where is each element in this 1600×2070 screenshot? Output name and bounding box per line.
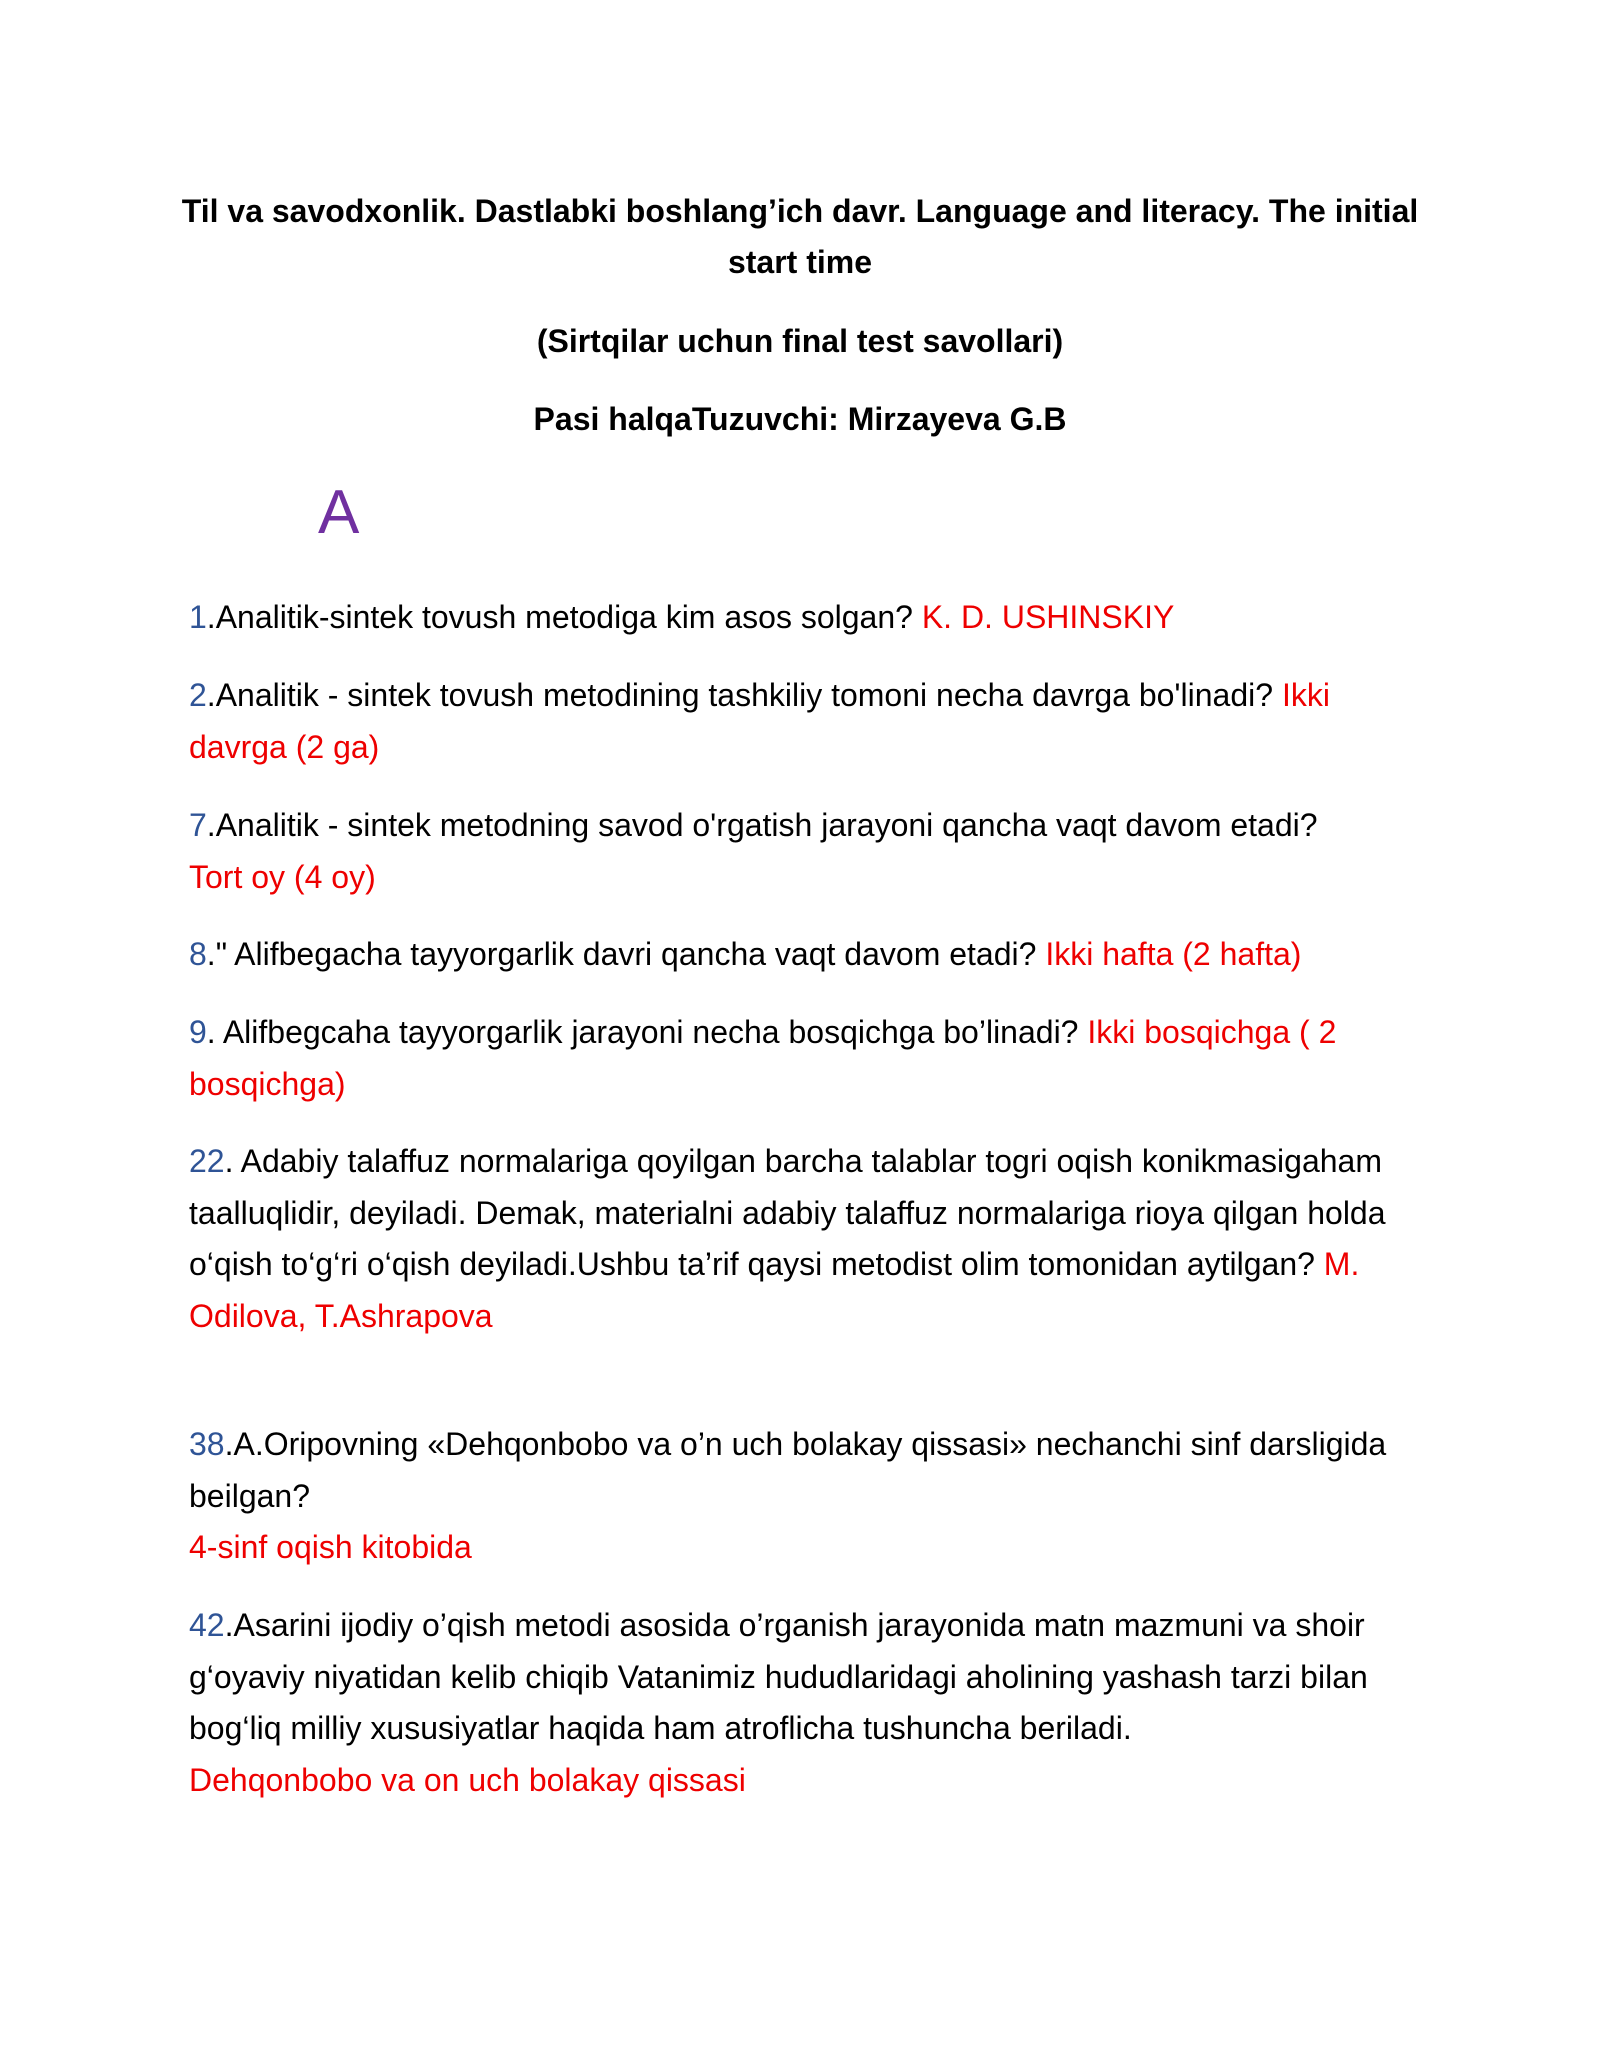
question-item [189,929,1429,981]
question-number: 42 [189,1607,225,1643]
answer-text: 4-sinf oqish kitobida [189,1529,472,1565]
question-text: Adabiy talaffuz normalariga qoyilgan barcha talablar togri oqish konikmasigaham taalluqlidir, deyiladi. Demak, materialni adabiy talaffuz normalariga rioya qilgan holda o‘qish to‘g‘ri o‘qish deyiladi.Ushbu ta’rif qaysi metodist olim tomonidan aytilgan? [189,1143,1386,1282]
page-subtitle: (Sirtqilar uchun final test savollari) [536,323,1064,359]
question-item [189,800,1429,903]
question-item [189,592,1429,644]
question-text: Analitik - sintek tovush metodining tashkiliy tomoni necha davrga bo'linadi? [215,677,1282,713]
question-number: 8 [189,936,207,972]
answer-text: Dehqonbobo va on uch bolakay qissasi [189,1761,746,1798]
question-item [189,1136,1429,1342]
author-line: Pasi halqaTuzuvchi: Mirzayeva G.B [533,401,1067,437]
question-text: Analitik-sintek tovush metodiga kim asos solgan? [215,599,922,635]
answer-text: Ikki bosqichga ( 2 bosqichga) [189,1014,1337,1102]
question-item [189,670,1429,773]
section-letter: A [318,478,360,547]
question-separator: . [224,1426,234,1462]
answer-text: Ikki hafta (2 hafta) [1045,936,1302,972]
question-number: 7 [189,807,207,843]
question-number: 2 [189,677,207,713]
answer-text: Tort oy (4 oy) [189,858,376,895]
question-number: 9 [189,1014,207,1050]
answer-text: Ikki davrga (2 ga) [189,677,1330,765]
question-text: Analitik - sintek metodning savod o'rgatish jarayoni qancha vaqt davom etadi? [215,807,1318,843]
question-separator: . [206,599,216,635]
question-text: A.Oripovning «Dehqonbobo va o’n uch bolakay qissasi» nechanchi sinf darsligida beilgan? [189,1426,1387,1514]
question-separator: . [206,677,216,713]
page-title: Til va savodxonlik. Dastlabki boshlang’ich davr. Language and literacy. The initial start time [181,193,1419,280]
question-item [189,1419,1429,1574]
question-number: 1 [189,599,207,635]
answer-text: K. D. USHINSKIY [921,599,1175,635]
question-text: Asarini ijodiy o’qish metodi asosida o’rganish jarayonida matn mazmuni va shoir g‘oyaviy niyatidan kelib chiqib Vatanimiz hududlaridagi aholining yashash tarzi bilan bog‘liq milliy xususiyatlar haqida ham atroflicha tushuncha beriladi. [189,1607,1368,1746]
question-separator: . [224,1143,234,1179]
question-separator: . [206,936,216,972]
question-text: Alifbegcaha tayyorgarlik jarayoni necha bosqichga bo’linadi? [215,1014,1088,1050]
question-separator: . [206,1014,216,1050]
question-number: 22 [189,1143,225,1179]
question-number: 38 [189,1426,225,1462]
question-separator: . [206,807,216,843]
question-text: " Alifbegacha tayyorgarlik davri qancha vaqt davom etadi? [215,936,1046,972]
question-item [189,1007,1429,1110]
question-item [189,1600,1429,1806]
question-separator: . [224,1607,234,1643]
answer-text: M. Odilova, T.Ashrapova [189,1246,1360,1334]
